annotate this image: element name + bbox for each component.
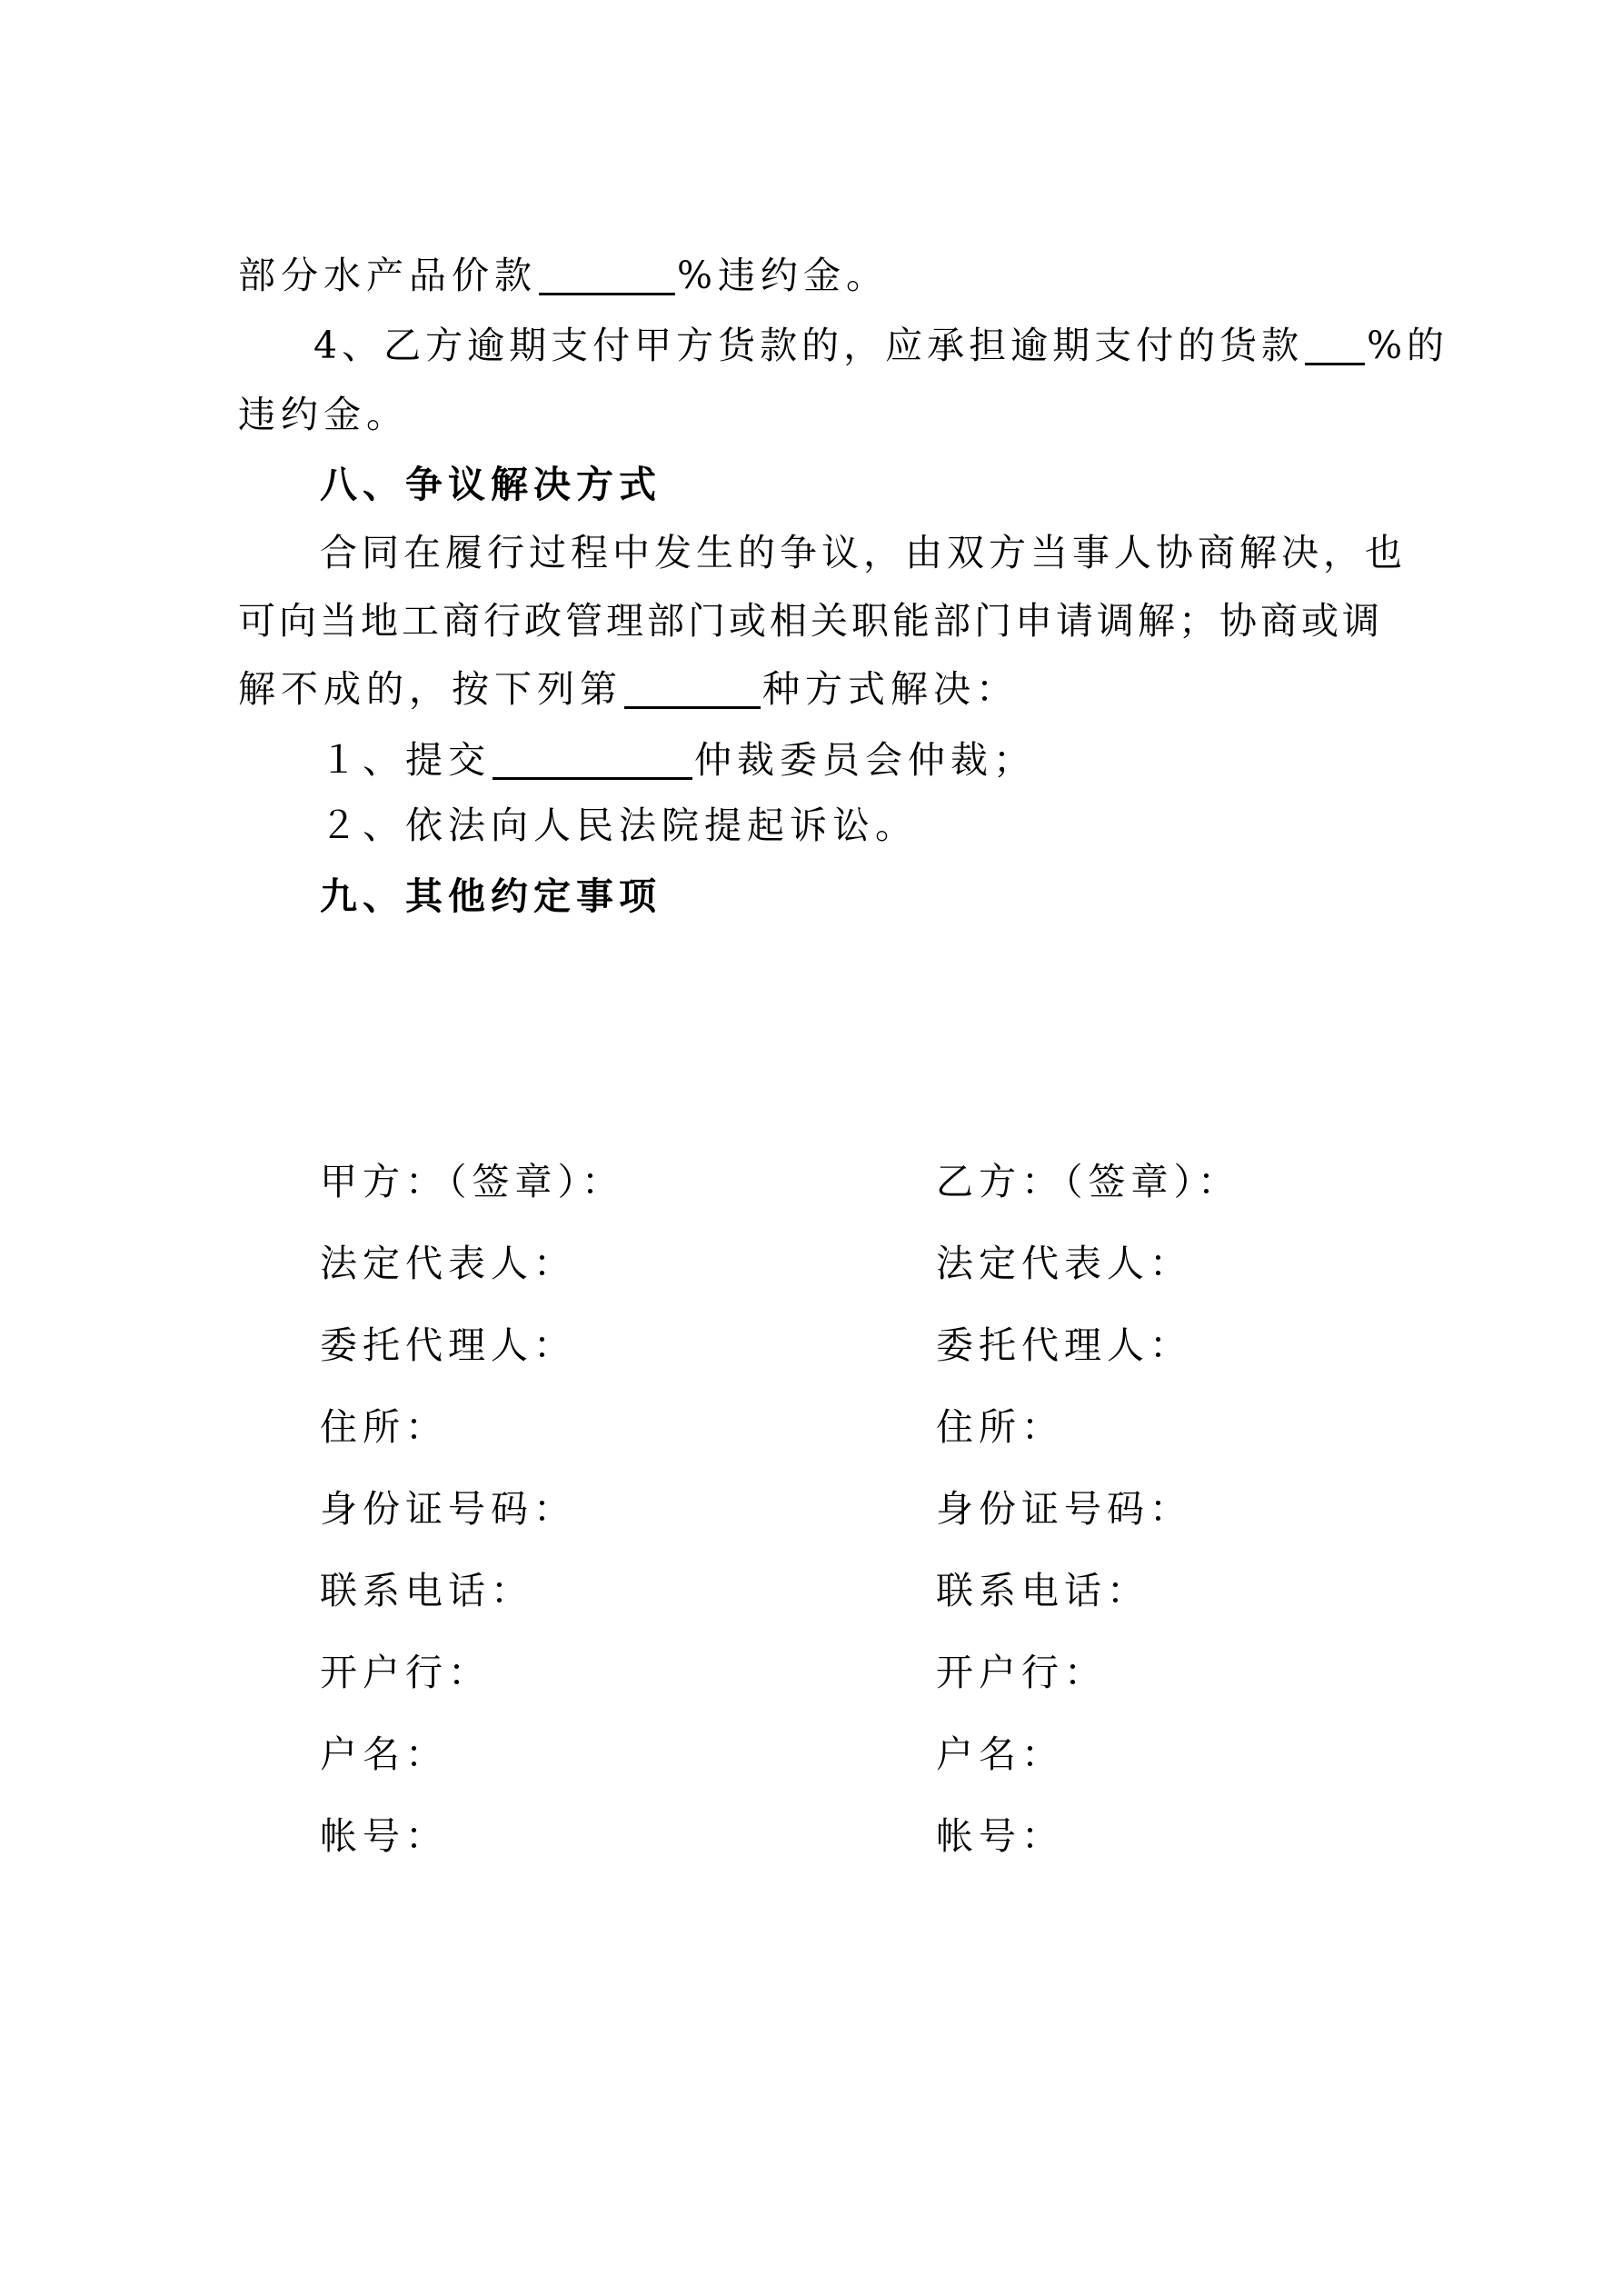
party-a-address-label: 住所： (320, 1405, 448, 1449)
party-b-id-label: 身份证号码： (936, 1487, 1192, 1531)
clause-4-continuation (238, 389, 409, 440)
clause-text: 违约金。 (238, 393, 409, 436)
party-b-legal-rep-label: 法定代表人： (936, 1242, 1192, 1285)
party-a-account-name-label: 户名： (320, 1732, 448, 1776)
clause-text: %的 (1367, 324, 1449, 367)
section-8-paragraph-line-3 (238, 664, 1019, 714)
party-b-account-name-label: 户名： (936, 1732, 1064, 1776)
fill-blank (493, 741, 692, 780)
paragraph-text: 解不成的，按下列第 (238, 667, 622, 711)
party-a-id-label: 身份证号码： (320, 1487, 576, 1531)
option-text: １、提交 (320, 738, 491, 782)
party-b-address-label: 住所： (936, 1405, 1064, 1449)
party-a-account-no-label: 帐号： (320, 1814, 448, 1858)
party-b-phone-label: 联系电话： (936, 1569, 1149, 1612)
clause-text: %违约金。 (677, 254, 889, 297)
party-a-agent-label: 委托代理人： (320, 1323, 576, 1367)
fill-blank (624, 670, 761, 709)
clause-4-line (313, 320, 1448, 371)
option-text: 仲裁委员会仲裁； (694, 738, 1036, 782)
clause-text: 部分水产品价款 (238, 254, 537, 297)
party-a-legal-rep-label: 法定代表人： (320, 1242, 576, 1285)
fill-blank (539, 256, 675, 295)
party-a-phone-label: 联系电话： (320, 1569, 533, 1612)
party-b-agent-label: 委托代理人： (936, 1323, 1192, 1367)
section-heading-text: 九、其他约定事项 (320, 874, 662, 918)
option-1-line (320, 734, 1036, 785)
party-a-bank-label: 开户行： (320, 1651, 491, 1694)
clause-text: 4、乙方逾期支付甲方货款的，应承担逾期支付的货款 (313, 324, 1304, 367)
section-8-heading (320, 459, 662, 510)
party-b-seal-label: 乙方：（签章）： (936, 1160, 1240, 1203)
party-b-account-no-label: 帐号： (936, 1814, 1064, 1858)
section-9-heading (320, 871, 662, 922)
section-8-paragraph-line-1 (320, 527, 1407, 578)
fill-blank (1305, 326, 1365, 365)
party-b-bank-label: 开户行： (936, 1651, 1107, 1694)
paragraph-text: 种方式解决： (762, 667, 1019, 711)
clause-continuation-line (238, 250, 889, 301)
option-text: ２、依法向人民法院提起诉讼。 (320, 804, 918, 847)
paragraph-text: 合同在履行过程中发生的争议，由双方当事人协商解决，也 (320, 531, 1407, 574)
section-heading-text: 八、争议解决方式 (320, 463, 662, 506)
section-8-paragraph-line-2 (238, 595, 1383, 646)
option-2-line (320, 800, 918, 851)
party-a-seal-label: 甲方：（签章）： (320, 1160, 624, 1203)
paragraph-text: 可向当地工商行政管理部门或相关职能部门申请调解；协商或调 (238, 599, 1383, 643)
